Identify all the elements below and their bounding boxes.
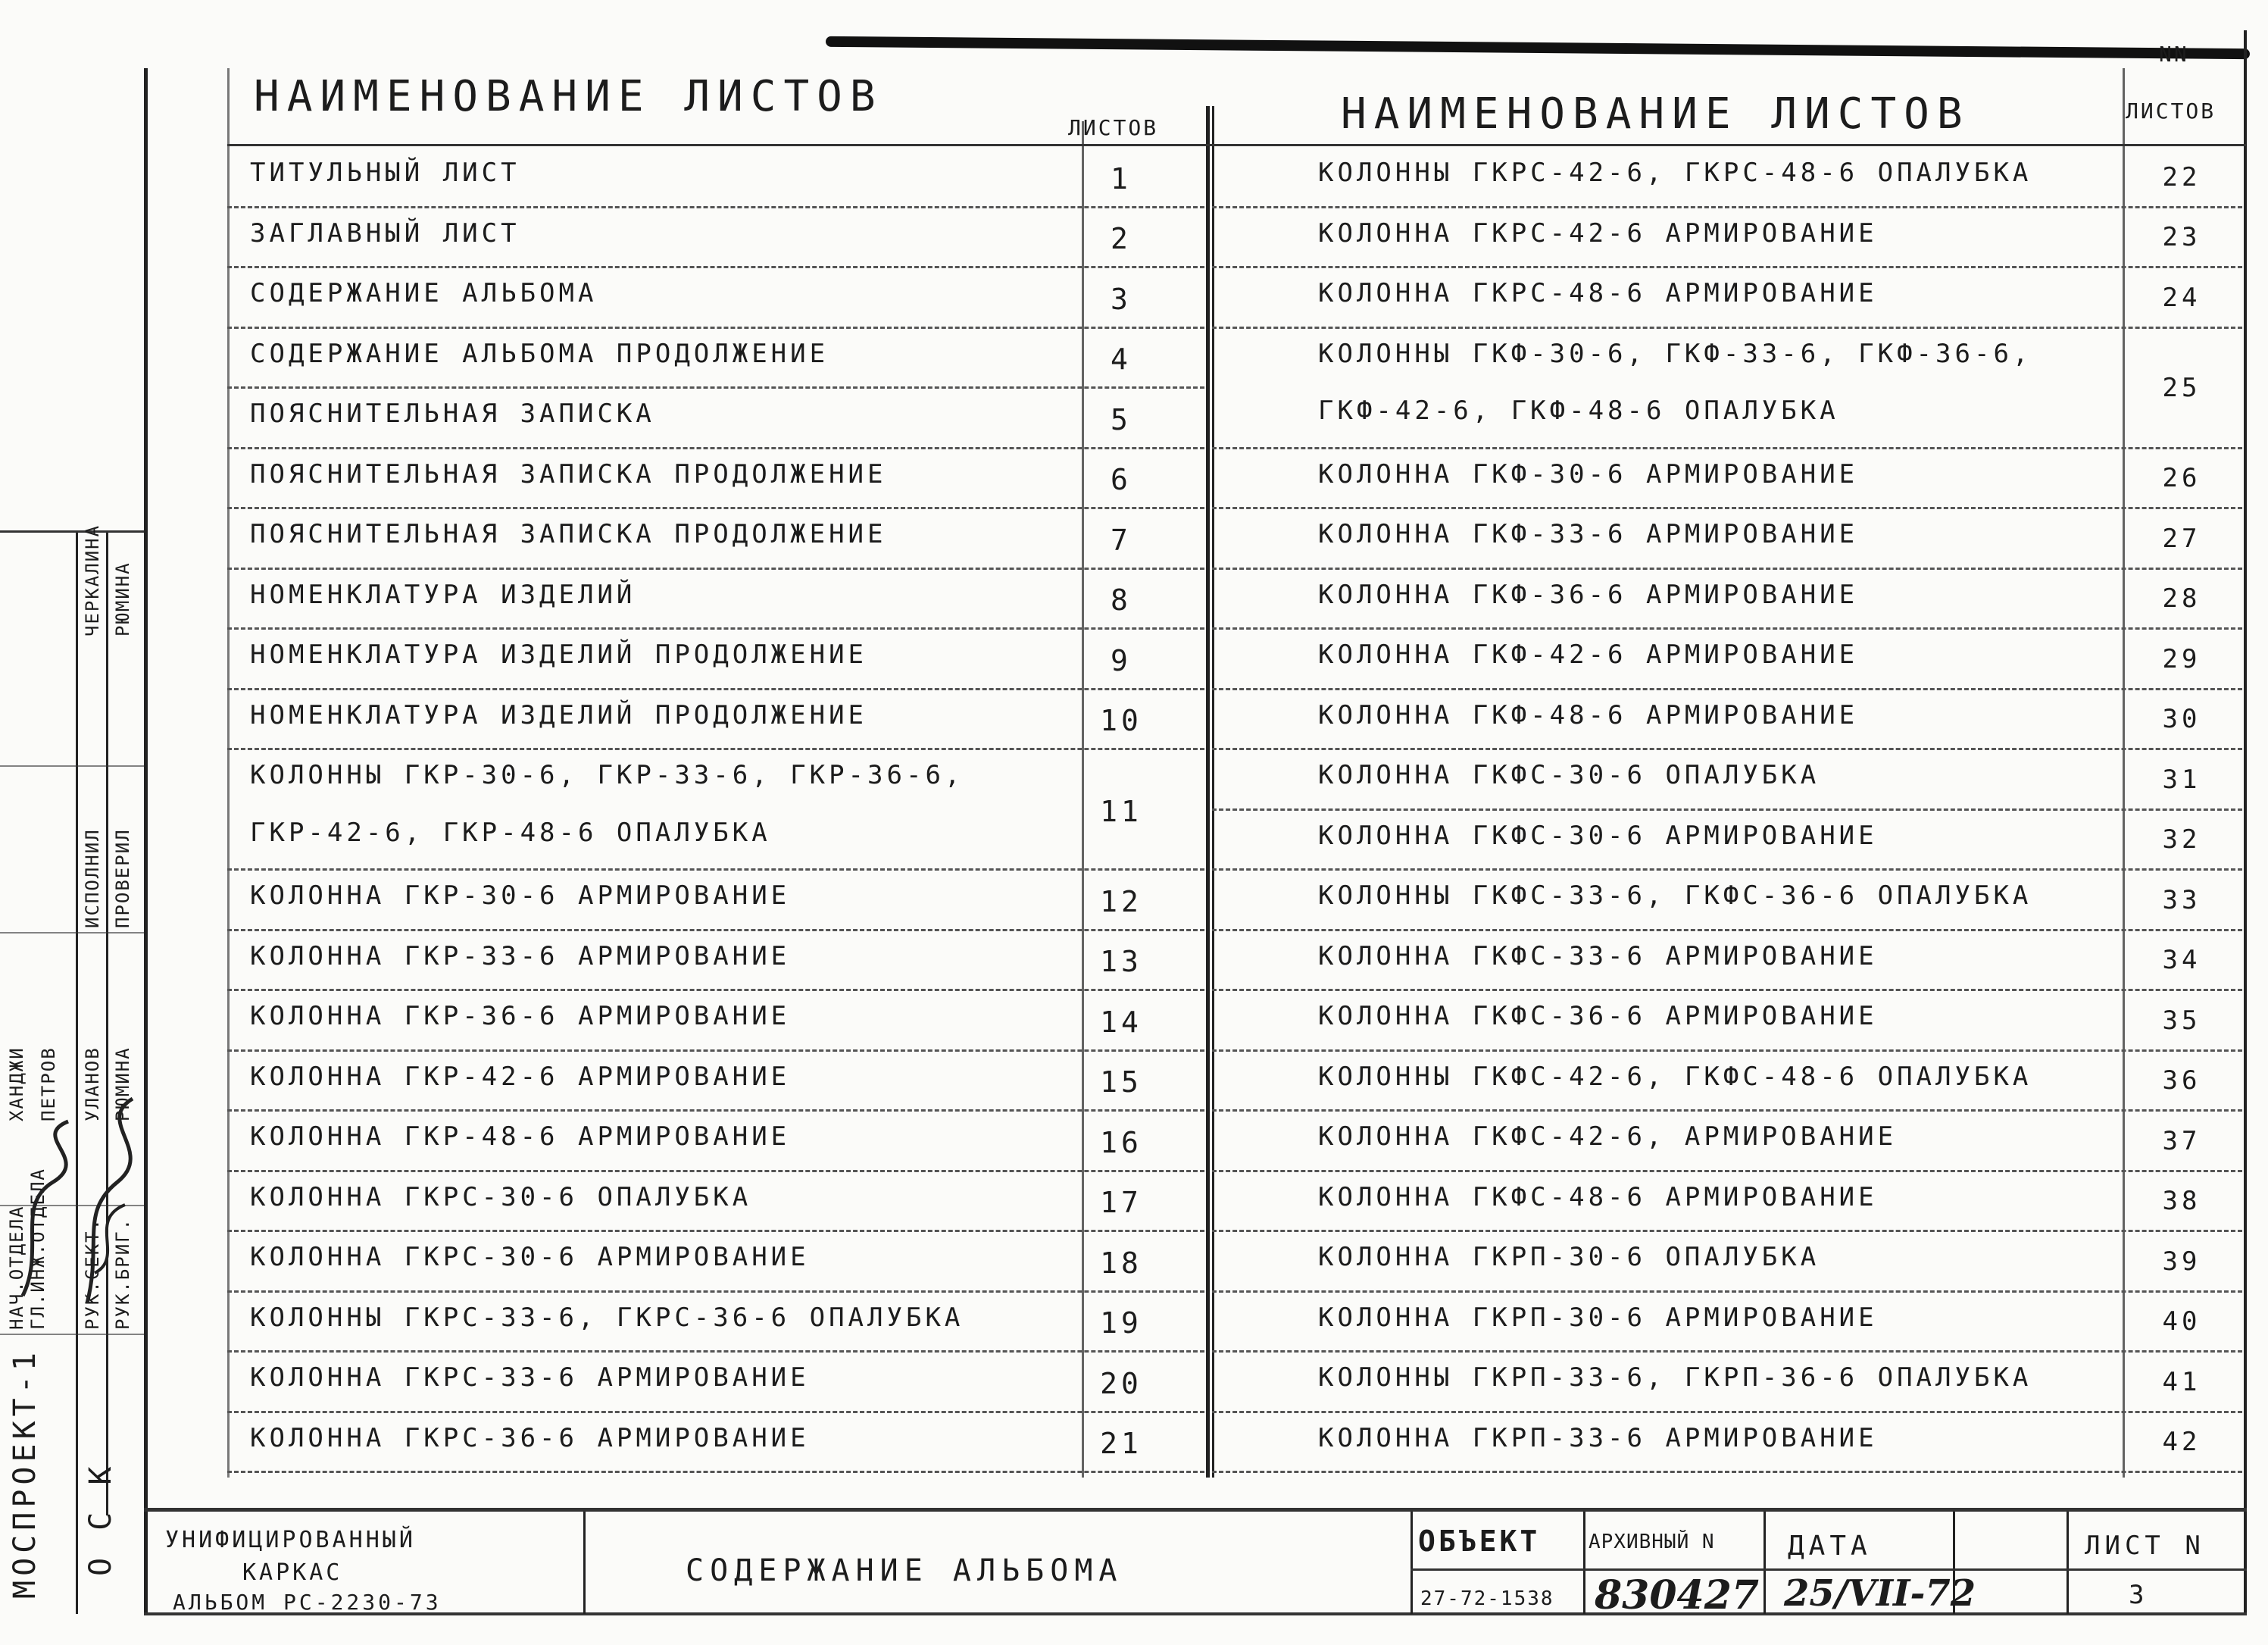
row-separator bbox=[1212, 989, 2242, 991]
contents-item-name: КОЛОННЫ ГКРП-33-6, ГКРП-36-6 ОПАЛУБКА bbox=[1318, 1362, 2032, 1393]
contents-item-name: ПОЯСНИТЕЛЬНАЯ ЗАПИСКА bbox=[250, 399, 655, 429]
contents-item-name: КОЛОННА ГКРС-36-6 АРМИРОВАНИЕ bbox=[250, 1422, 810, 1453]
row-separator bbox=[227, 1471, 1204, 1473]
contents-item-name-line2: ГКФ-42-6, ГКФ-48-6 ОПАЛУБКА bbox=[1318, 396, 1839, 426]
contents-item-name: КОЛОННА ГКРП-30-6 АРМИРОВАНИЕ bbox=[1318, 1302, 1878, 1333]
tb-line bbox=[583, 1512, 586, 1614]
contents-item-name: КОЛОННА ГКР-42-6 АРМИРОВАНИЕ bbox=[250, 1061, 791, 1092]
row-separator bbox=[227, 206, 1204, 208]
tb-line bbox=[1410, 1512, 1413, 1614]
contents-item-name: КОЛОННА ГКФС-48-6 АРМИРОВАНИЕ bbox=[1318, 1181, 1878, 1212]
contents-item-sheet-number: 21 bbox=[1100, 1427, 1142, 1461]
contents-item-name: КОЛОННА ГКРС-42-6 АРМИРОВАНИЕ bbox=[1318, 217, 1878, 249]
tb-date-label: ДАТА bbox=[1788, 1531, 1872, 1562]
tb-date-value: 25/VII-72 bbox=[1784, 1572, 1976, 1615]
contents-item-sheet-number: 18 bbox=[1100, 1246, 1142, 1280]
tb-sheet-title: СОДЕРЖАНИЕ АЛЬБОМА bbox=[686, 1553, 1123, 1588]
row-separator bbox=[227, 1350, 1204, 1353]
side-role: ПРОВЕРИЛ bbox=[112, 828, 133, 928]
contents-item-sheet-number: 15 bbox=[1100, 1065, 1142, 1099]
contents-item-sheet-number: 26 bbox=[2162, 463, 2201, 494]
contents-item-name: НОМЕНКЛАТУРА ИЗДЕЛИЙ ПРОДОЛЖЕНИЕ bbox=[250, 640, 868, 670]
tb-sheet-label: ЛИСТ N bbox=[2085, 1531, 2205, 1561]
contents-item-sheet-number: 34 bbox=[2162, 945, 2201, 976]
contents-item-name: ПОЯСНИТЕЛЬНАЯ ЗАПИСКА ПРОДОЛЖЕНИЕ bbox=[250, 519, 887, 549]
row-separator bbox=[1212, 1411, 2242, 1413]
contents-item-name: ПОЯСНИТЕЛЬНАЯ ЗАПИСКА ПРОДОЛЖЕНИЕ bbox=[250, 458, 887, 489]
contents-item-sheet-number: 32 bbox=[2162, 824, 2201, 855]
side-stamp-dept: О С К bbox=[83, 1462, 118, 1576]
row-separator bbox=[227, 1290, 1204, 1293]
row-separator bbox=[1212, 568, 2242, 570]
side-role: ГЛ.ИНЖ.ОТДЕЛА bbox=[27, 1168, 48, 1330]
contents-item-name: КОЛОННА ГКРС-33-6 АРМИРОВАНИЕ bbox=[250, 1362, 810, 1393]
contents-item-name: КОЛОННА ГКР-33-6 АРМИРОВАНИЕ bbox=[250, 940, 791, 971]
contents-item-sheet-number: 25 bbox=[2162, 373, 2201, 403]
contents-item-name: КОЛОННА ГКФС-36-6 АРМИРОВАНИЕ bbox=[1318, 1001, 1878, 1031]
center-divider-line bbox=[1206, 106, 1210, 1478]
contents-item-name: КОЛОННА ГКРП-33-6 АРМИРОВАНИЕ bbox=[1318, 1422, 1878, 1453]
row-separator bbox=[1212, 868, 2242, 871]
contents-item-name: КОЛОННЫ ГКРС-42-6, ГКРС-48-6 ОПАЛУБКА bbox=[1318, 158, 2032, 188]
tb-mid-line bbox=[1410, 1568, 2247, 1571]
contents-item-name: КОЛОННА ГКФС-30-6 ОПАЛУБКА bbox=[1318, 760, 1820, 790]
table-bottom-line bbox=[144, 1508, 2247, 1512]
row-separator bbox=[227, 989, 1204, 991]
row-separator bbox=[227, 507, 1204, 509]
contents-item-name: КОЛОННА ГКФС-42-6, АРМИРОВАНИЕ bbox=[1318, 1121, 1898, 1152]
contents-item-sheet-number: 10 bbox=[1100, 704, 1142, 738]
contents-item-name: КОЛОННЫ ГКФС-33-6, ГКФС-36-6 ОПАЛУБКА bbox=[1318, 880, 2032, 911]
side-stamp-divider-2 bbox=[106, 530, 108, 1515]
contents-item-sheet-number: 2 bbox=[1111, 222, 1132, 256]
row-separator bbox=[1212, 627, 2242, 630]
tb-object-value: 27-72-1538 bbox=[1420, 1587, 1554, 1610]
side-stamp-top-line bbox=[0, 530, 144, 533]
contents-item-name: КОЛОННА ГКРП-30-6 ОПАЛУБКА bbox=[1318, 1242, 1820, 1272]
tb-line bbox=[1583, 1512, 1585, 1614]
contents-item-sheet-number: 19 bbox=[1100, 1306, 1142, 1340]
contents-item-sheet-number: 7 bbox=[1111, 523, 1132, 557]
contents-item-name-line2: ГКР-42-6, ГКР-48-6 ОПАЛУБКА bbox=[250, 817, 771, 848]
contents-item-name: КОЛОННА ГКР-30-6 АРМИРОВАНИЕ bbox=[250, 880, 791, 911]
side-role: НАЧ.ОТДЕЛА bbox=[6, 1205, 27, 1330]
header-bottom-line bbox=[227, 144, 2246, 146]
row-separator bbox=[1212, 1230, 2242, 1232]
row-separator bbox=[1212, 1471, 2242, 1473]
contents-item-sheet-number: 4 bbox=[1111, 342, 1132, 377]
contents-item-sheet-number: 41 bbox=[2162, 1366, 2201, 1397]
contents-item-sheet-number: 31 bbox=[2162, 764, 2201, 795]
left-header-title: НАИМЕНОВАНИЕ ЛИСТОВ bbox=[254, 72, 883, 121]
contents-item-name: КОЛОННЫ ГКРС-33-6, ГКРС-36-6 ОПАЛУБКА bbox=[250, 1302, 964, 1333]
side-role: РУК.СЕКТ. bbox=[82, 1217, 103, 1330]
row-separator bbox=[1212, 206, 2242, 208]
side-name: УЛАНОВ bbox=[82, 1046, 103, 1121]
contents-item-name: НОМЕНКЛАТУРА ИЗДЕЛИЙ bbox=[250, 579, 636, 610]
contents-item-name: КОЛОННЫ ГКФ-30-6, ГКФ-33-6, ГКФ-36-6, bbox=[1318, 338, 2032, 369]
tb-line bbox=[1763, 1512, 1766, 1614]
row-separator bbox=[1212, 1350, 2242, 1353]
contents-item-sheet-number: 27 bbox=[2162, 523, 2201, 554]
contents-item-name: КОЛОННЫ ГКФС-42-6, ГКФС-48-6 ОПАЛУБКА bbox=[1318, 1061, 2032, 1092]
right-header-title: НАИМЕНОВАНИЕ ЛИСТОВ bbox=[1341, 89, 1970, 139]
tb-project-line2: КАРКАС bbox=[242, 1559, 343, 1586]
contents-item-sheet-number: 24 bbox=[2162, 282, 2201, 313]
contents-item-name: КОЛОННА ГКР-48-6 АРМИРОВАНИЕ bbox=[250, 1121, 791, 1152]
contents-item-sheet-number: 14 bbox=[1100, 1005, 1142, 1039]
tb-sheet-value: 3 bbox=[2129, 1580, 2145, 1610]
right-header-num: ЛИСТОВ bbox=[2126, 99, 2216, 124]
contents-item-name: КОЛОННЫ ГКР-30-6, ГКР-33-6, ГКР-36-6, bbox=[250, 760, 964, 790]
contents-item-name: КОЛОННА ГКФ-36-6 АРМИРОВАНИЕ bbox=[1318, 579, 1859, 610]
contents-item-sheet-number: 35 bbox=[2162, 1005, 2201, 1036]
tb-archive-value: 830427 bbox=[1595, 1572, 1760, 1618]
contents-item-sheet-number: 37 bbox=[2162, 1125, 2201, 1156]
row-separator bbox=[227, 929, 1204, 931]
side-name: ЧЕРКАЛИНА bbox=[82, 524, 103, 636]
contents-item-sheet-number: 11 bbox=[1100, 794, 1142, 828]
top-ink-stroke bbox=[826, 36, 2250, 59]
contents-item-sheet-number: 17 bbox=[1100, 1186, 1142, 1220]
row-separator bbox=[227, 386, 1204, 389]
row-separator bbox=[227, 1049, 1204, 1052]
side-stamp-row-line bbox=[0, 765, 144, 767]
row-separator bbox=[227, 1109, 1204, 1112]
contents-item-name: НОМЕНКЛАТУРА ИЗДЕЛИЙ ПРОДОЛЖЕНИЕ bbox=[250, 699, 868, 730]
frame-right-line bbox=[2244, 30, 2247, 1614]
row-separator bbox=[1212, 808, 2242, 811]
row-separator bbox=[227, 627, 1204, 630]
row-separator bbox=[227, 868, 1204, 871]
contents-item-name: СОДЕРЖАНИЕ АЛЬБОМА ПРОДОЛЖЕНИЕ bbox=[250, 338, 829, 369]
row-separator bbox=[1212, 929, 2242, 931]
contents-item-name: КОЛОННА ГКР-36-6 АРМИРОВАНИЕ bbox=[250, 1001, 791, 1031]
contents-item-sheet-number: 30 bbox=[2162, 704, 2201, 735]
row-separator bbox=[1212, 1109, 2242, 1112]
side-role: РУК.БРИГ. bbox=[112, 1217, 133, 1330]
tb-album-code: АЛЬБОМ РС-2230-73 bbox=[173, 1590, 442, 1615]
row-separator bbox=[227, 1170, 1204, 1172]
row-separator bbox=[227, 568, 1204, 570]
contents-item-name: КОЛОННА ГКРС-30-6 АРМИРОВАНИЕ bbox=[250, 1242, 810, 1272]
contents-item-sheet-number: 42 bbox=[2162, 1427, 2201, 1458]
row-separator bbox=[227, 266, 1204, 268]
contents-item-name: КОЛОННА ГКФС-33-6 АРМИРОВАНИЕ bbox=[1318, 940, 1878, 971]
row-separator bbox=[1212, 688, 2242, 690]
contents-item-name: КОЛОННА ГКФС-30-6 АРМИРОВАНИЕ bbox=[1318, 820, 1878, 851]
contents-item-sheet-number: 13 bbox=[1100, 945, 1142, 979]
row-separator bbox=[227, 688, 1204, 690]
side-stamp-divider-1 bbox=[76, 530, 78, 1614]
contents-item-sheet-number: 28 bbox=[2162, 583, 2201, 615]
contents-item-sheet-number: 36 bbox=[2162, 1065, 2201, 1096]
contents-item-name: ЗАГЛАВНЫЙ ЛИСТ bbox=[250, 217, 520, 249]
contents-item-sheet-number: 6 bbox=[1111, 463, 1132, 497]
contents-item-sheet-number: 5 bbox=[1111, 402, 1132, 436]
side-name: РЮМИНА bbox=[112, 1046, 133, 1121]
row-separator bbox=[1212, 748, 2242, 750]
side-name: РЮМИНА bbox=[112, 561, 133, 636]
row-separator bbox=[227, 327, 1204, 329]
contents-item-sheet-number: 20 bbox=[1100, 1366, 1142, 1400]
side-name: ХАНДЖИ bbox=[6, 1046, 27, 1121]
contents-item-sheet-number: 22 bbox=[2162, 161, 2201, 192]
row-separator bbox=[227, 748, 1204, 750]
contents-item-name: КОЛОННА ГКРС-48-6 АРМИРОВАНИЕ bbox=[1318, 278, 1878, 308]
row-separator bbox=[1212, 327, 2242, 329]
row-separator bbox=[1212, 1049, 2242, 1052]
tb-line bbox=[2067, 1512, 2069, 1614]
contents-item-name: ТИТУЛЬНЫЙ ЛИСТ bbox=[250, 158, 520, 188]
row-separator bbox=[1212, 1290, 2242, 1293]
row-separator bbox=[1212, 507, 2242, 509]
contents-item-sheet-number: 40 bbox=[2162, 1306, 2201, 1337]
left-table-left-line bbox=[227, 68, 230, 1478]
tb-object-label: ОБЪЕКТ bbox=[1418, 1525, 1541, 1558]
side-role: ИСПОЛНИЛ bbox=[82, 828, 103, 928]
contents-item-sheet-number: 23 bbox=[2162, 222, 2201, 253]
contents-item-name: КОЛОННА ГКРС-30-6 ОПАЛУБКА bbox=[250, 1181, 752, 1212]
contents-item-sheet-number: 33 bbox=[2162, 884, 2201, 915]
contents-item-sheet-number: 39 bbox=[2162, 1246, 2201, 1277]
row-separator bbox=[227, 1411, 1204, 1413]
left-header-num: ЛИСТОВ bbox=[1068, 115, 1159, 140]
contents-item-sheet-number: 12 bbox=[1100, 884, 1142, 918]
contents-item-name: КОЛОННА ГКФ-48-6 АРМИРОВАНИЕ bbox=[1318, 699, 1859, 730]
row-separator bbox=[227, 1230, 1204, 1232]
contents-item-name: СОДЕРЖАНИЕ АЛЬБОМА bbox=[250, 278, 598, 308]
tb-project-line1: УНИФИЦИРОВАННЫЙ bbox=[165, 1527, 416, 1553]
contents-item-sheet-number: 29 bbox=[2162, 643, 2201, 674]
tb-archive-label: АРХИВНЫЙ N bbox=[1589, 1531, 1715, 1553]
right-header-nn: NN bbox=[2159, 42, 2189, 67]
contents-item-sheet-number: 8 bbox=[1111, 583, 1132, 618]
contents-item-sheet-number: 38 bbox=[2162, 1186, 2201, 1217]
center-divider-line-2 bbox=[1212, 106, 1214, 1478]
contents-item-name: КОЛОННА ГКФ-33-6 АРМИРОВАНИЕ bbox=[1318, 519, 1859, 549]
contents-item-sheet-number: 9 bbox=[1111, 643, 1132, 677]
frame-left-line bbox=[144, 68, 148, 1614]
contents-item-name: КОЛОННА ГКФ-42-6 АРМИРОВАНИЕ bbox=[1318, 640, 1859, 670]
contents-item-name: КОЛОННА ГКФ-30-6 АРМИРОВАНИЕ bbox=[1318, 458, 1859, 489]
contents-item-sheet-number: 16 bbox=[1100, 1125, 1142, 1159]
signature-mark bbox=[0, 1114, 76, 1311]
side-name: ПЕТРОВ bbox=[38, 1046, 59, 1121]
row-separator bbox=[1212, 266, 2242, 268]
row-separator bbox=[1212, 1170, 2242, 1172]
side-stamp-row-line bbox=[0, 1334, 144, 1335]
row-separator bbox=[227, 447, 1204, 449]
signature-mark bbox=[72, 1091, 148, 1318]
side-stamp-org: МОСПРОЕКТ-1 bbox=[8, 1348, 42, 1599]
contents-item-sheet-number: 3 bbox=[1111, 282, 1132, 316]
contents-item-sheet-number: 1 bbox=[1111, 161, 1132, 195]
row-separator bbox=[1212, 447, 2242, 449]
side-stamp-row-line bbox=[0, 932, 144, 934]
